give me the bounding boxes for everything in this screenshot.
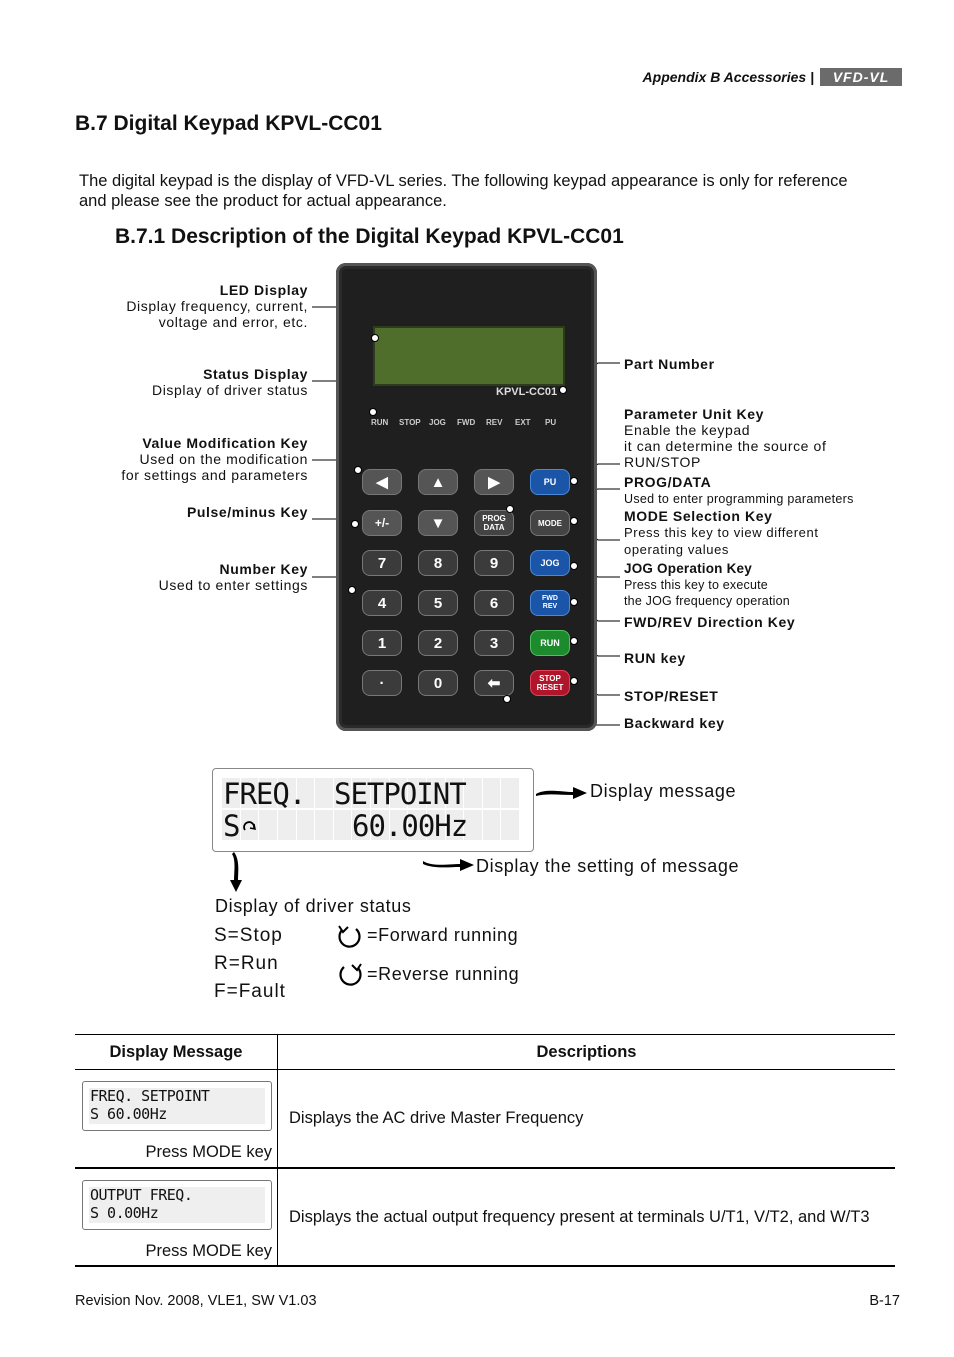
- arrow-right-icon: [533, 782, 589, 802]
- plus-minus-key[interactable]: +/-: [362, 510, 402, 536]
- number-key-3[interactable]: 3: [474, 630, 514, 656]
- callout-dot: [559, 386, 567, 394]
- table-row: [75, 1070, 895, 1168]
- callout-dot: [570, 477, 578, 485]
- lcd-example: OUTPUT FREQ. S 0.00Hz: [82, 1180, 272, 1230]
- lcd-line2-status: S: [223, 809, 240, 843]
- number-key-5[interactable]: 5: [418, 590, 458, 616]
- backward-key[interactable]: ⬅: [474, 670, 514, 696]
- callout-dot: [371, 334, 379, 342]
- status-legend: [214, 922, 286, 1006]
- number-key-0[interactable]: 0: [418, 670, 458, 696]
- forward-rotation-icon: [242, 818, 258, 834]
- label-run-key: RUN key: [624, 650, 686, 666]
- callout-dot: [348, 586, 356, 594]
- label-fwd-rev-key: FWD/REV Direction Key: [624, 614, 796, 630]
- number-key-1[interactable]: 1: [362, 630, 402, 656]
- run-key[interactable]: RUN: [530, 630, 570, 656]
- label-part-number: Part Number: [624, 356, 715, 372]
- keypad-lcd-display: [373, 326, 565, 386]
- status-stop: STOP: [399, 418, 421, 427]
- label-led-display: LED Display Display frequency, current, voltage and error, etc.: [126, 282, 308, 330]
- lcd-line1-setpoint: SETPOINT: [334, 777, 466, 811]
- decimal-point-key[interactable]: ·: [362, 670, 402, 696]
- status-fwd: FWD: [457, 418, 476, 427]
- keypad-model-label: KPVL-CC01: [496, 386, 558, 398]
- label-stop-reset-key: STOP/RESET: [624, 688, 719, 704]
- number-key-8[interactable]: 8: [418, 550, 458, 576]
- label-pulse-minus-key: Pulse/minus Key: [186, 504, 308, 520]
- subsection-title: B.7.1 Description of the Digital Keypad KPVL-CC01: [115, 225, 624, 248]
- vfd-vl-logo: VFD-VL: [820, 68, 902, 86]
- callout-dot: [570, 637, 578, 645]
- press-mode-key-note: Press MODE key: [145, 1241, 272, 1260]
- arrow-right-icon: [420, 855, 476, 875]
- status-jog: JOG: [429, 418, 446, 427]
- legend-reverse-running: =Reverse running: [367, 964, 520, 984]
- column-header-display-message: Display Message: [75, 1035, 278, 1070]
- status-rev: REV: [486, 418, 503, 427]
- arrow-down-icon: [226, 850, 248, 894]
- display-message-table: [75, 1034, 895, 1267]
- label-number-key: Number Key Used to enter settings: [158, 561, 308, 593]
- intro-paragraph: The digital keypad is the display of VFD-VL series. The following keypad appearance is only for reference and please see the product for actual appearance.: [79, 172, 848, 210]
- lcd-line2-frequency: 60.00Hz: [352, 809, 468, 843]
- right-arrow-key[interactable]: ▶: [474, 469, 514, 495]
- callout-dot: [354, 466, 362, 474]
- status-ext: EXT: [515, 418, 531, 427]
- lcd-example: FREQ. SETPOINT S 60.00Hz: [82, 1081, 272, 1131]
- header-section: Appendix B Accessories |: [642, 69, 814, 85]
- forward-running-icon: [336, 924, 364, 952]
- label-jog-operation-key: JOG Operation Key Press this key to execute the JOG frequency operation: [624, 561, 790, 608]
- left-arrow-key[interactable]: ◀: [362, 469, 402, 495]
- callout-dot: [369, 408, 377, 416]
- callout-dot: [351, 520, 359, 528]
- status-run: RUN: [371, 418, 389, 427]
- fwd-rev-key[interactable]: FWD REV: [530, 590, 570, 616]
- label-value-modification-key: Value Modification Key Used on the modification for settings and parameters: [121, 435, 308, 483]
- status-pu: PU: [545, 418, 557, 427]
- number-key-2[interactable]: 2: [418, 630, 458, 656]
- up-arrow-key[interactable]: ▲: [418, 469, 458, 495]
- lcd-line1-freq: FREQ.: [223, 777, 306, 811]
- display-setting-label: Display the setting of message: [476, 856, 740, 876]
- column-header-descriptions: Descriptions: [278, 1035, 896, 1070]
- pu-key[interactable]: PU: [530, 469, 570, 495]
- table-row: [75, 1168, 895, 1266]
- callout-dot: [570, 562, 578, 570]
- footer-revision: Revision Nov. 2008, VLE1, SW V1.03: [75, 1293, 317, 1309]
- label-backward-key: Backward key: [624, 715, 725, 731]
- section-title: B.7 Digital Keypad KPVL-CC01: [75, 112, 382, 135]
- table-cell-description: Displays the AC drive Master Frequency: [278, 1070, 896, 1168]
- callout-dot: [570, 677, 578, 685]
- number-key-7[interactable]: 7: [362, 550, 402, 576]
- mode-key[interactable]: MODE: [530, 510, 570, 536]
- down-arrow-key[interactable]: ▼: [418, 510, 458, 536]
- display-message-label: Display message: [590, 781, 737, 801]
- number-key-9[interactable]: 9: [474, 550, 514, 576]
- callout-dot: [503, 695, 511, 703]
- callout-dot: [570, 517, 578, 525]
- label-parameter-unit-key: Parameter Unit Key Enable the keypad it can determine the source of RUN/STOP: [624, 406, 827, 470]
- legend-forward-running: =Forward running: [367, 925, 519, 945]
- number-key-6[interactable]: 6: [474, 590, 514, 616]
- label-prog-data: PROG/DATA Used to enter programming parameters: [624, 474, 854, 506]
- label-mode-selection-key: MODE Selection Key Press this key to view different operating values: [624, 508, 819, 557]
- callout-dot: [570, 598, 578, 606]
- prog-data-key[interactable]: PROG DATA: [474, 510, 514, 536]
- stop-reset-key[interactable]: STOP RESET: [530, 670, 570, 696]
- legend-stop: S=Stop: [214, 925, 283, 946]
- press-mode-key-note: Press MODE key: [145, 1143, 272, 1161]
- number-key-4[interactable]: 4: [362, 590, 402, 616]
- callout-dot: [506, 505, 514, 513]
- reverse-running-icon: [336, 962, 364, 990]
- footer-page-number: B-17: [869, 1293, 900, 1309]
- table-cell-description: Displays the actual output frequency present at terminals U/T1, V/T2, and W/T3: [278, 1168, 896, 1266]
- jog-key[interactable]: JOG: [530, 550, 570, 576]
- legend-run: R=Run: [214, 953, 279, 974]
- display-driver-status-label: Display of driver status: [215, 896, 412, 916]
- legend-fault: F=Fault: [214, 981, 286, 1002]
- label-status-display: Status Display Display of driver status: [151, 366, 308, 398]
